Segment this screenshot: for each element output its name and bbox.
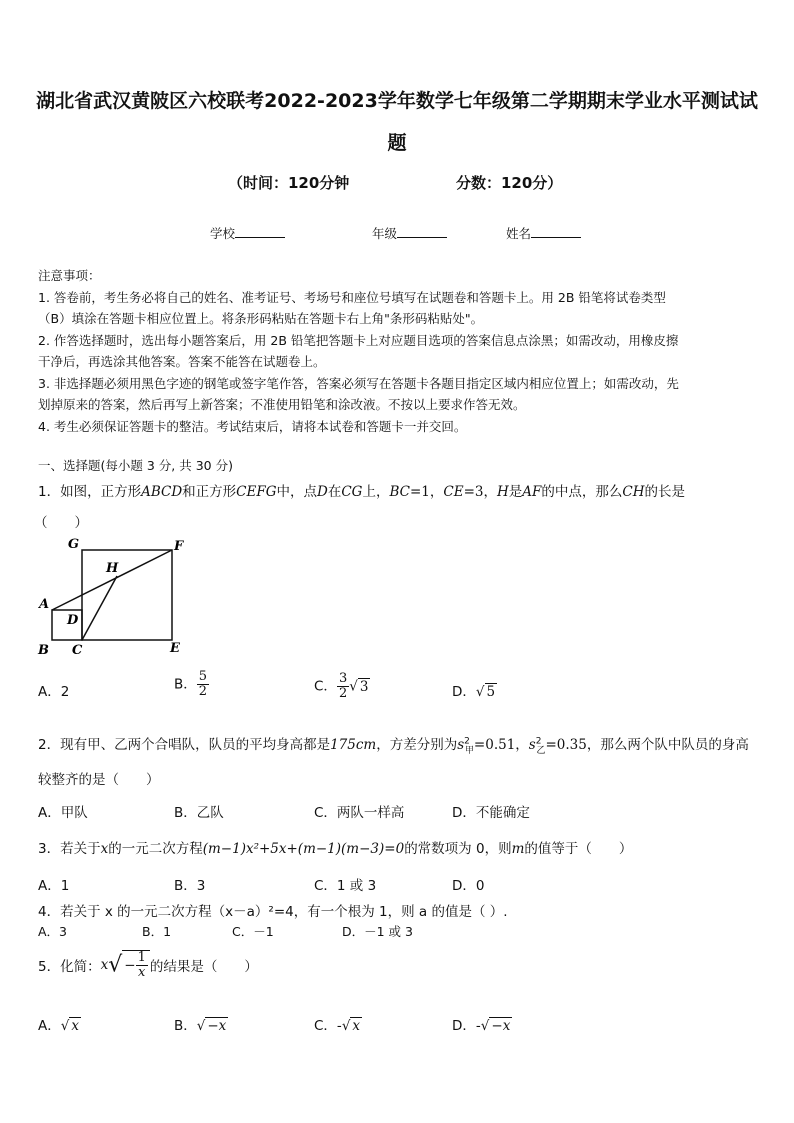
note-line: 干净后，再选涂其他答案。答案不能答在试题卷上。 <box>38 354 326 369</box>
q2-option-d: D．不能确定 <box>452 805 530 821</box>
name-label: 姓名 <box>506 226 532 241</box>
note-line: 4. 考生必须保证答题卡的整洁。考试结束后，请将本试卷和答题卡一并交回。 <box>38 419 467 434</box>
q1-option-b: B． $\frac{5}{2}$ <box>174 669 208 699</box>
note-line: 2. 作答选择题时，选出每小题答案后，用 2B 铅笔把答题卡上对应题目选项的答案信息点涂黑；如需改动，用橡皮擦 <box>38 333 679 348</box>
label-g: G <box>68 537 80 552</box>
question-2-cont: 较整齐的是（ ） <box>38 772 160 788</box>
grade-label: 年级 <box>372 226 398 241</box>
question-2: 2．现有甲、乙两个合唱队，队员的平均身高都是175cm，方差分别为$s^2_甲=0.51$，$s^2_乙=0.35$，那么两个队中队员的身高 <box>38 736 749 756</box>
exam-time: （时间：120分钟 <box>228 174 350 192</box>
label-c: C <box>72 643 83 658</box>
page-title: 湖北省武汉黄陂区六校联考2022-2023学年数学七年级第二学期期末学业水平测试试 <box>36 90 758 112</box>
label-d: D <box>67 613 79 628</box>
school-blank <box>235 225 285 238</box>
q3-option-d: D．0 <box>452 878 485 894</box>
q5-option-a: A．√ x <box>38 1018 79 1034</box>
q2-option-c: C．两队一样高 <box>314 805 405 821</box>
q4-option-a: A．3 <box>38 924 68 939</box>
q1-option-a: A．2 <box>38 684 70 700</box>
question-1: 1．如图，正方形ABCD和正方形CEFG中，点D在CG上，BC=1，CE=3，H是AF的中点，那么CH的长是 <box>38 484 685 500</box>
question-5: 5．化简：x√ − $\frac{1}{x}$ 的结果是（ ） <box>38 950 258 980</box>
name-blank <box>531 225 581 238</box>
grade-blank <box>397 225 447 238</box>
question-4: 4．若关于 x 的一元二次方程（x－a）²=4，有一个根为 1，则 a 的值是（ ）. <box>38 904 508 920</box>
note-line: 1. 答卷前，考生务必将自己的姓名、准考证号、考场号和座位号填写在试题卷和答题卡上。用 2B 铅笔将试卷类型 <box>38 290 666 305</box>
note-line: （B）填涂在答题卡相应位置上。将条形码粘贴在答题卡右上角"条形码粘贴处"。 <box>38 311 484 326</box>
geometry-figure <box>36 534 196 658</box>
page-title-cont: 题 <box>387 132 407 154</box>
q3-option-a: A．1 <box>38 878 70 894</box>
q3-option-c: C．1 或 3 <box>314 878 377 894</box>
note-line: 划掉原来的答案，然后再写上新答案；不准使用铅笔和涂改液。不按以上要求作答无效。 <box>38 397 526 412</box>
label-a: A <box>39 597 50 612</box>
label-f: F <box>174 539 184 554</box>
q4-option-d: D．－1 或 3 <box>342 924 413 939</box>
q5-option-d: D．-√ −x <box>452 1018 511 1034</box>
q1-option-c: C． $\frac{3}{2}$ √ 3 <box>314 671 369 701</box>
label-b: B <box>38 643 49 658</box>
grade-field <box>372 224 447 242</box>
exam-score: 分数：120分） <box>456 174 563 192</box>
section-heading: 一、选择题(每小题 3 分, 共 30 分) <box>38 458 233 473</box>
square-cefg <box>82 550 172 640</box>
note-line: 3. 非选择题必须用黑色字迹的钢笔或签字笔作答，答案必须写在答题卡各题目指定区域内相应位置上；如需改动，先 <box>38 376 679 391</box>
name-field <box>506 224 581 242</box>
q1-option-d: D．√ 5 <box>452 684 496 700</box>
q4-option-c: C．－1 <box>232 924 274 939</box>
q5-option-b: B．√ −x <box>174 1018 227 1034</box>
segment-af <box>52 550 172 610</box>
question-3: 3．若关于x的一元二次方程(m−1)x²+5x+(m−1)(m−3)=0的常数项为 0，则m的值等于（ ） <box>38 841 633 857</box>
question-1-paren: （ ） <box>34 515 88 531</box>
q5-option-c: C．-√ x <box>314 1018 361 1034</box>
notes-heading: 注意事项： <box>38 268 101 283</box>
q3-option-b: B．3 <box>174 878 206 894</box>
q2-option-b: B．乙队 <box>174 805 224 821</box>
label-e: E <box>170 641 180 656</box>
school-field <box>210 224 285 242</box>
q4-option-b: B．1 <box>142 924 172 939</box>
label-h: H <box>106 561 119 576</box>
q2-option-a: A．甲队 <box>38 805 88 821</box>
school-label: 学校 <box>210 226 236 241</box>
